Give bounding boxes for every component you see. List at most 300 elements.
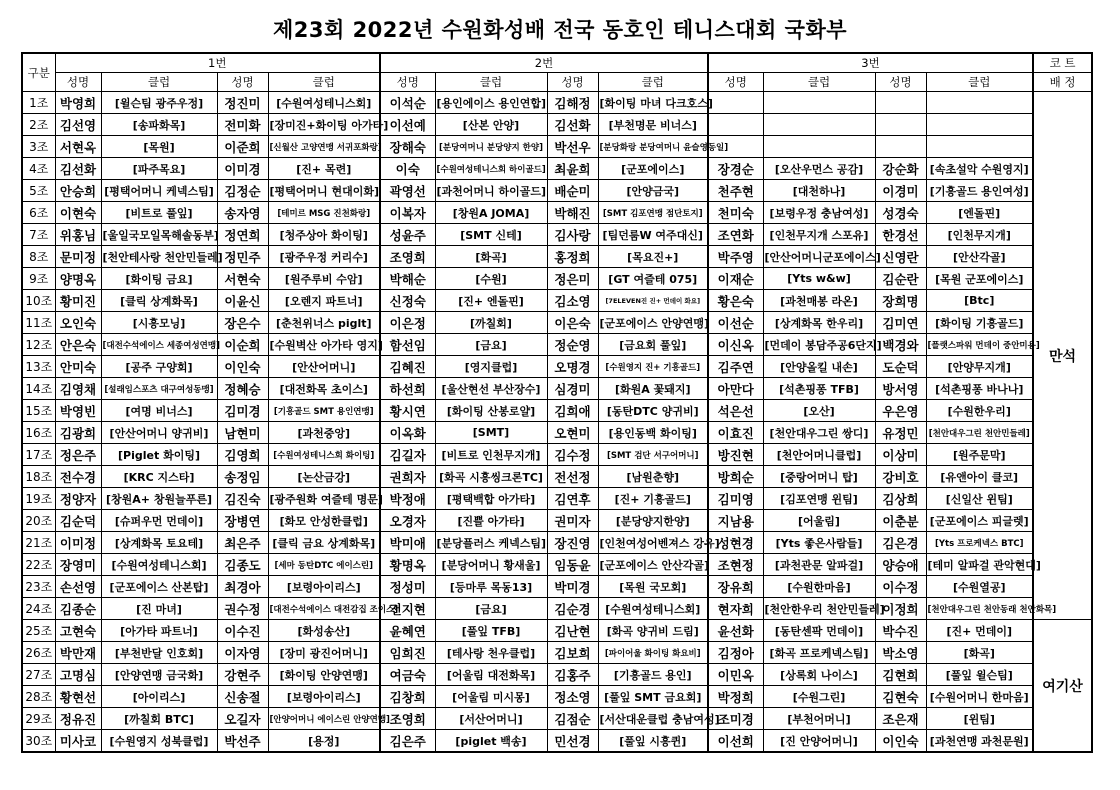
- player-club: [Btc]: [926, 290, 1033, 312]
- table-row: [22, 202, 1092, 224]
- group-number: 8조: [22, 246, 55, 268]
- player-club: [대전수석에이스 세종여성연맹]: [101, 334, 217, 356]
- player-name: 양승애: [875, 554, 926, 576]
- table-row: [22, 246, 1092, 268]
- player-club: [수원여성테니스회]: [101, 554, 217, 576]
- player-name: 윤선화: [708, 620, 763, 642]
- player-name: [708, 92, 763, 114]
- player-club: [팀던룸W 여주대신]: [598, 224, 708, 246]
- player-club: [안양어머니 에이스린 안양연맹]: [268, 708, 380, 730]
- player-name: 정연희: [217, 224, 268, 246]
- player-name: 박선우: [547, 136, 598, 158]
- player-club: [926, 136, 1033, 158]
- group-number: 4조: [22, 158, 55, 180]
- player-name: 정진미: [217, 92, 268, 114]
- player-club: [군포에이스 산본탑]: [101, 576, 217, 598]
- player-name: 박정희: [708, 686, 763, 708]
- player-name: [708, 114, 763, 136]
- player-name: 방희순: [708, 466, 763, 488]
- player-name: 이상미: [875, 444, 926, 466]
- player-name: 정은미: [547, 268, 598, 290]
- player-name: 박주영: [708, 246, 763, 268]
- player-name: 장유희: [708, 576, 763, 598]
- player-club: [광주원화 여즐테 명문]: [268, 488, 380, 510]
- table-row: [22, 620, 1092, 642]
- player-name: 서현숙: [217, 268, 268, 290]
- player-name: 송자영: [217, 202, 268, 224]
- player-name: 이선순: [708, 312, 763, 334]
- player-name: 이석순: [380, 92, 435, 114]
- player-name: 곽영선: [380, 180, 435, 202]
- player-club: [파주목요]: [101, 158, 217, 180]
- group-number: 2조: [22, 114, 55, 136]
- group-number: 5조: [22, 180, 55, 202]
- player-club: [창원A+ 창원늘푸른]: [101, 488, 217, 510]
- player-club: [장미진+화이팅 아가타]: [268, 114, 380, 136]
- table-row: [22, 488, 1092, 510]
- player-club: [클릭 금요 상계화목]: [268, 532, 380, 554]
- player-club: [용인동백 화이팅]: [598, 422, 708, 444]
- player-name: 조현정: [708, 554, 763, 576]
- player-club: [평택백합 아가타]: [435, 488, 547, 510]
- table-row: [22, 466, 1092, 488]
- club-col-header: 클럽: [763, 73, 875, 92]
- player-name: 김종도: [217, 554, 268, 576]
- player-name: 강순화: [875, 158, 926, 180]
- player-club: [평택어머니 케넥스팀]: [101, 180, 217, 202]
- group-number: 24조: [22, 598, 55, 620]
- player-name: 도순덕: [875, 356, 926, 378]
- player-club: [과천중앙]: [268, 422, 380, 444]
- player-club: [안산각골]: [926, 246, 1033, 268]
- player-club: [SMT 신테]: [435, 224, 547, 246]
- player-name: 오현미: [547, 422, 598, 444]
- player-name: 황은숙: [708, 290, 763, 312]
- player-club: [울산현선 부산장수]: [435, 378, 547, 400]
- player-name: 강현주: [217, 664, 268, 686]
- player-club: [926, 114, 1033, 136]
- player-club: [대전수석에이스 대전감집 조이스]: [268, 598, 380, 620]
- group-number: 23조: [22, 576, 55, 598]
- player-name: 양명옥: [55, 268, 101, 290]
- player-name: 조영희: [380, 708, 435, 730]
- table-row: [22, 708, 1092, 730]
- player-name: 김미연: [875, 312, 926, 334]
- player-name: 김난현: [547, 620, 598, 642]
- player-name: 고현숙: [55, 620, 101, 642]
- player-club: [상계화목 토요테]: [101, 532, 217, 554]
- player-name: 황시연: [380, 400, 435, 422]
- player-club: [수원영지 진+ 기흥골드]: [598, 356, 708, 378]
- player-name: 정유진: [55, 708, 101, 730]
- player-name: 황현선: [55, 686, 101, 708]
- player-name: 위홍님: [55, 224, 101, 246]
- player-club: [KRC 지스타]: [101, 466, 217, 488]
- player-name: 황명옥: [380, 554, 435, 576]
- player-name: 조은재: [875, 708, 926, 730]
- player-club: [수원여성테니스회]: [598, 598, 708, 620]
- player-name: 박정애: [380, 488, 435, 510]
- player-club: [763, 136, 875, 158]
- player-name: 정양자: [55, 488, 101, 510]
- player-name: 송정임: [217, 466, 268, 488]
- player-name: 유정민: [875, 422, 926, 444]
- player-club: [인천무지개]: [926, 224, 1033, 246]
- player-club: [Yts 좋은사람들]: [763, 532, 875, 554]
- player-name: 김종순: [55, 598, 101, 620]
- player-name: 홍정희: [547, 246, 598, 268]
- player-club: [춘천위너스 piglt]: [268, 312, 380, 334]
- player-name: 이옥화: [380, 422, 435, 444]
- player-club: [울일국모일목해솔동부]: [101, 224, 217, 246]
- player-club: [신일산 윈팀]: [926, 488, 1033, 510]
- player-club: [화곡]: [435, 246, 547, 268]
- table-row: [22, 686, 1092, 708]
- player-club: [천안테사랑 천안민들레]: [101, 246, 217, 268]
- player-name: 김진숙: [217, 488, 268, 510]
- player-club: [목원 군포에이스]: [926, 268, 1033, 290]
- player-name: 권수정: [217, 598, 268, 620]
- player-name: 김연후: [547, 488, 598, 510]
- group-number: 12조: [22, 334, 55, 356]
- player-name: 정혜승: [217, 378, 268, 400]
- player-name: [875, 136, 926, 158]
- player-name: 이자영: [217, 642, 268, 664]
- table-row: [22, 92, 1092, 114]
- player-club: [수원벽산 아가타 영지]: [268, 334, 380, 356]
- player-club: [엔돌핀]: [926, 202, 1033, 224]
- player-club: [안산어머니]: [268, 356, 380, 378]
- player-club: [풀잎 윌슨팀]: [926, 664, 1033, 686]
- player-name: 장병연: [217, 510, 268, 532]
- player-name: 장은수: [217, 312, 268, 334]
- player-club: [Yts 프로케넥스 BTC]: [926, 532, 1033, 554]
- player-club: [상록회 나이스]: [763, 664, 875, 686]
- player-club: [진쁠 아가타]: [435, 510, 547, 532]
- player-club: [천안한우리 천안민들레]: [763, 598, 875, 620]
- player-name: 이선예: [380, 114, 435, 136]
- player-name: 오길자: [217, 708, 268, 730]
- player-club: [슈퍼우먼 먼데이]: [101, 510, 217, 532]
- player-name: 성경숙: [875, 202, 926, 224]
- player-club: [진 안양어머니]: [763, 730, 875, 753]
- player-name: 여금숙: [380, 664, 435, 686]
- player-name: 김길자: [380, 444, 435, 466]
- player-club: [속초설악 수원영지]: [926, 158, 1033, 180]
- table-row: [22, 334, 1092, 356]
- player-name: 김현숙: [875, 686, 926, 708]
- player-club: [수원열공]: [926, 576, 1033, 598]
- player-name: 장해숙: [380, 136, 435, 158]
- player-club: [풀잎 SMT 금요회]: [598, 686, 708, 708]
- group-number: 17조: [22, 444, 55, 466]
- player-club: [신월산 고양연맹 서귀포화랑]: [268, 136, 380, 158]
- player-name: 김광희: [55, 422, 101, 444]
- player-name: 최은주: [217, 532, 268, 554]
- player-club: [석촌핑퐁 TFB]: [763, 378, 875, 400]
- player-club: [용인에이스 용인연합]: [435, 92, 547, 114]
- player-name: 김현희: [875, 664, 926, 686]
- player-name: 김정순: [217, 180, 268, 202]
- player-name: 박소영: [875, 642, 926, 664]
- player-club: [piglet 백송]: [435, 730, 547, 753]
- player-club: [오산우먼스 공감]: [763, 158, 875, 180]
- player-name: 이신옥: [708, 334, 763, 356]
- player-name: 김혜진: [380, 356, 435, 378]
- court-assignment: 만석: [1033, 92, 1092, 620]
- player-name: 김정아: [708, 642, 763, 664]
- player-club: [천안대우그린 쌍디]: [763, 422, 875, 444]
- group-header-2: 2번: [380, 53, 708, 73]
- player-club: [화곡 프로케넥스팀]: [763, 642, 875, 664]
- player-club: [목요진+]: [598, 246, 708, 268]
- player-club: [인천무지개 스포유]: [763, 224, 875, 246]
- player-club: [926, 92, 1033, 114]
- player-club: [대천하나]: [763, 180, 875, 202]
- club-col-header: 클럽: [101, 73, 217, 92]
- player-club: [동탄센팍 먼데이]: [763, 620, 875, 642]
- club-col-header: 클럽: [268, 73, 380, 92]
- player-club: [중랑어머니 탑]: [763, 466, 875, 488]
- player-club: [안양무지개]: [926, 356, 1033, 378]
- player-club: [논산금강]: [268, 466, 380, 488]
- player-club: [여명 비너스]: [101, 400, 217, 422]
- player-name: 안미숙: [55, 356, 101, 378]
- player-club: [화이팅 금요]: [101, 268, 217, 290]
- player-club: [수원영지 성북클럽]: [101, 730, 217, 753]
- player-name: 윤혜연: [380, 620, 435, 642]
- player-name: 이선희: [708, 730, 763, 753]
- player-club: [군포에이스 피글렛]: [926, 510, 1033, 532]
- player-club: [테사랑 천우클럽]: [435, 642, 547, 664]
- player-name: 서현옥: [55, 136, 101, 158]
- player-name: 박영희: [55, 92, 101, 114]
- player-name: 안승희: [55, 180, 101, 202]
- player-name: 이민옥: [708, 664, 763, 686]
- player-name: 석은선: [708, 400, 763, 422]
- player-name: 이윤신: [217, 290, 268, 312]
- player-name: 김점순: [547, 708, 598, 730]
- player-name: 김선화: [547, 114, 598, 136]
- player-name: 박미경: [547, 576, 598, 598]
- player-club: [용정]: [268, 730, 380, 753]
- player-club: [클릭 상계화목]: [101, 290, 217, 312]
- name-col-header: 성명: [875, 73, 926, 92]
- player-name: 조영희: [380, 246, 435, 268]
- player-club: [진+ 목련]: [268, 158, 380, 180]
- player-name: 남현미: [217, 422, 268, 444]
- player-name: 성윤주: [380, 224, 435, 246]
- player-club: [평택어머니 현대이화]: [268, 180, 380, 202]
- player-name: 오경자: [380, 510, 435, 532]
- player-name: 김주연: [708, 356, 763, 378]
- table-row: [22, 224, 1092, 246]
- player-club: [천안대우그린 천안동래 천안화목]: [926, 598, 1033, 620]
- player-club: [과천연맹 과천문원]: [926, 730, 1033, 753]
- player-club: [군포에이스 안산각골]: [598, 554, 708, 576]
- group-number: 21조: [22, 532, 55, 554]
- gubun-header: 구분: [22, 53, 55, 92]
- player-name: 박선주: [217, 730, 268, 753]
- club-col-header: 클럽: [926, 73, 1033, 92]
- player-name: 방서영: [875, 378, 926, 400]
- player-club: [수원여성테니스회]: [268, 92, 380, 114]
- player-club: [수원여성테니스회 하이골드]: [435, 158, 547, 180]
- player-name: 문미정: [55, 246, 101, 268]
- player-club: [보령우정 충남여성]: [763, 202, 875, 224]
- player-name: 김미영: [708, 488, 763, 510]
- player-club: [SMT 검단 서구어머니]: [598, 444, 708, 466]
- player-name: 이춘분: [875, 510, 926, 532]
- player-name: 전지현: [380, 598, 435, 620]
- player-club: [분당화랑 분당여머니 윤슬영동일]: [598, 136, 708, 158]
- player-name: 이미정: [55, 532, 101, 554]
- player-club: [Piglet 화이팅]: [101, 444, 217, 466]
- player-name: 김해정: [547, 92, 598, 114]
- player-name: 이인숙: [217, 356, 268, 378]
- player-club: [진+ 엔돌핀]: [435, 290, 547, 312]
- player-club: [분당양지한양]: [598, 510, 708, 532]
- group-number: 14조: [22, 378, 55, 400]
- player-club: [어울림 미시몽]: [435, 686, 547, 708]
- player-club: [설래임스포츠 대구여성동맹]: [101, 378, 217, 400]
- player-club: [청주상아 화이팅]: [268, 224, 380, 246]
- player-name: 이수진: [217, 620, 268, 642]
- player-club: [화곡]: [926, 642, 1033, 664]
- court-header-bottom: 배 정: [1033, 73, 1092, 92]
- player-name: 지남용: [708, 510, 763, 532]
- group-number: 30조: [22, 730, 55, 753]
- player-name: 박영빈: [55, 400, 101, 422]
- player-club: [부천반달 인호회]: [101, 642, 217, 664]
- group-number: 29조: [22, 708, 55, 730]
- player-club: [수원한우리]: [926, 400, 1033, 422]
- player-club: [세마 동탄DTC 에이스린]: [268, 554, 380, 576]
- player-name: 임동윤: [547, 554, 598, 576]
- player-club: [김포연맹 윈팀]: [763, 488, 875, 510]
- player-club: [까칠회]: [435, 312, 547, 334]
- player-club: [수원한마음]: [763, 576, 875, 598]
- player-name: 전수경: [55, 466, 101, 488]
- player-club: [진+ 먼데이]: [926, 620, 1033, 642]
- group-number: 3조: [22, 136, 55, 158]
- player-name: 신정숙: [380, 290, 435, 312]
- player-name: 박수진: [875, 620, 926, 642]
- player-name: 방진현: [708, 444, 763, 466]
- player-name: 박해순: [380, 268, 435, 290]
- player-name: 이재순: [708, 268, 763, 290]
- player-name: 김희애: [547, 400, 598, 422]
- player-club: [오산]: [763, 400, 875, 422]
- player-name: 김영희: [217, 444, 268, 466]
- table-row: [22, 114, 1092, 136]
- group-number: 19조: [22, 488, 55, 510]
- bracket-table: [21, 52, 1093, 753]
- player-name: 오인숙: [55, 312, 101, 334]
- player-name: 정소영: [547, 686, 598, 708]
- group-header-3: 3번: [708, 53, 1033, 73]
- player-name: 김창희: [380, 686, 435, 708]
- player-name: 이복자: [380, 202, 435, 224]
- group-number: 9조: [22, 268, 55, 290]
- player-club: [상계화목 한우리]: [763, 312, 875, 334]
- player-club: [테미 알파걸 관악현대]: [926, 554, 1033, 576]
- table-row: [22, 356, 1092, 378]
- player-club: [서산어머니]: [435, 708, 547, 730]
- player-name: [875, 92, 926, 114]
- player-club: [화곡 양귀비 드림]: [598, 620, 708, 642]
- player-club: [산본 안양]: [435, 114, 547, 136]
- player-club: [수원]: [435, 268, 547, 290]
- player-name: 현자희: [708, 598, 763, 620]
- group-number: 7조: [22, 224, 55, 246]
- player-club: [기흥골드 용인여성]: [926, 180, 1033, 202]
- table-row: [22, 290, 1092, 312]
- player-club: [천안어머니클럽]: [763, 444, 875, 466]
- player-name: 전미화: [217, 114, 268, 136]
- table-row: [22, 400, 1092, 422]
- player-name: 정순영: [547, 334, 598, 356]
- table-row: [22, 510, 1092, 532]
- player-name: 이준희: [217, 136, 268, 158]
- name-col-header: 성명: [55, 73, 101, 92]
- player-club: [안양연맹 금국화]: [101, 664, 217, 686]
- table-row: [22, 532, 1092, 554]
- player-club: [과천매봉 라온]: [763, 290, 875, 312]
- player-name: 김순경: [547, 598, 598, 620]
- player-club: [화이팅 안양연맹]: [268, 664, 380, 686]
- player-club: [화원A 꽃돼지]: [598, 378, 708, 400]
- player-club: [화이팅 마녀 다크호스]: [598, 92, 708, 114]
- player-name: 안은숙: [55, 334, 101, 356]
- player-club: [인천여성어벤져스 강유]: [598, 532, 708, 554]
- player-club: [안산어머니 양귀비]: [101, 422, 217, 444]
- player-name: 김보희: [547, 642, 598, 664]
- player-name: 아만다: [708, 378, 763, 400]
- player-club: [군포에이스]: [598, 158, 708, 180]
- player-name: 황미진: [55, 290, 101, 312]
- table-row: [22, 642, 1092, 664]
- player-club: [분당여머니 분당양지 한양]: [435, 136, 547, 158]
- player-name: 민선경: [547, 730, 598, 753]
- player-club: [서산대운클럽 충남여성]: [598, 708, 708, 730]
- player-name: 김사랑: [547, 224, 598, 246]
- player-name: 신영란: [875, 246, 926, 268]
- player-name: 우은영: [875, 400, 926, 422]
- player-club: [비트로 인천무지개]: [435, 444, 547, 466]
- player-club: [풀잎 시흥퀸]: [598, 730, 708, 753]
- table-row: [22, 378, 1092, 400]
- player-club: [풀잎 TFB]: [435, 620, 547, 642]
- player-club: [화곡 시흥씽크론TC]: [435, 466, 547, 488]
- player-name: 이미경: [217, 158, 268, 180]
- player-name: 정민주: [217, 246, 268, 268]
- group-number: 28조: [22, 686, 55, 708]
- player-name: 김수정: [547, 444, 598, 466]
- player-club: [군포에이스 안양연맹]: [598, 312, 708, 334]
- name-col-header: 성명: [708, 73, 763, 92]
- player-club: [원주문막]: [926, 444, 1033, 466]
- player-club: [테미르 MSG 진천화랑]: [268, 202, 380, 224]
- player-club: [아가타 파트너]: [101, 620, 217, 642]
- player-name: 천미숙: [708, 202, 763, 224]
- player-name: 천주현: [708, 180, 763, 202]
- player-name: 김소영: [547, 290, 598, 312]
- player-name: 미사코: [55, 730, 101, 753]
- player-name: 하선희: [380, 378, 435, 400]
- player-club: [GT 여즐테 075]: [598, 268, 708, 290]
- club-col-header: 클럽: [435, 73, 547, 92]
